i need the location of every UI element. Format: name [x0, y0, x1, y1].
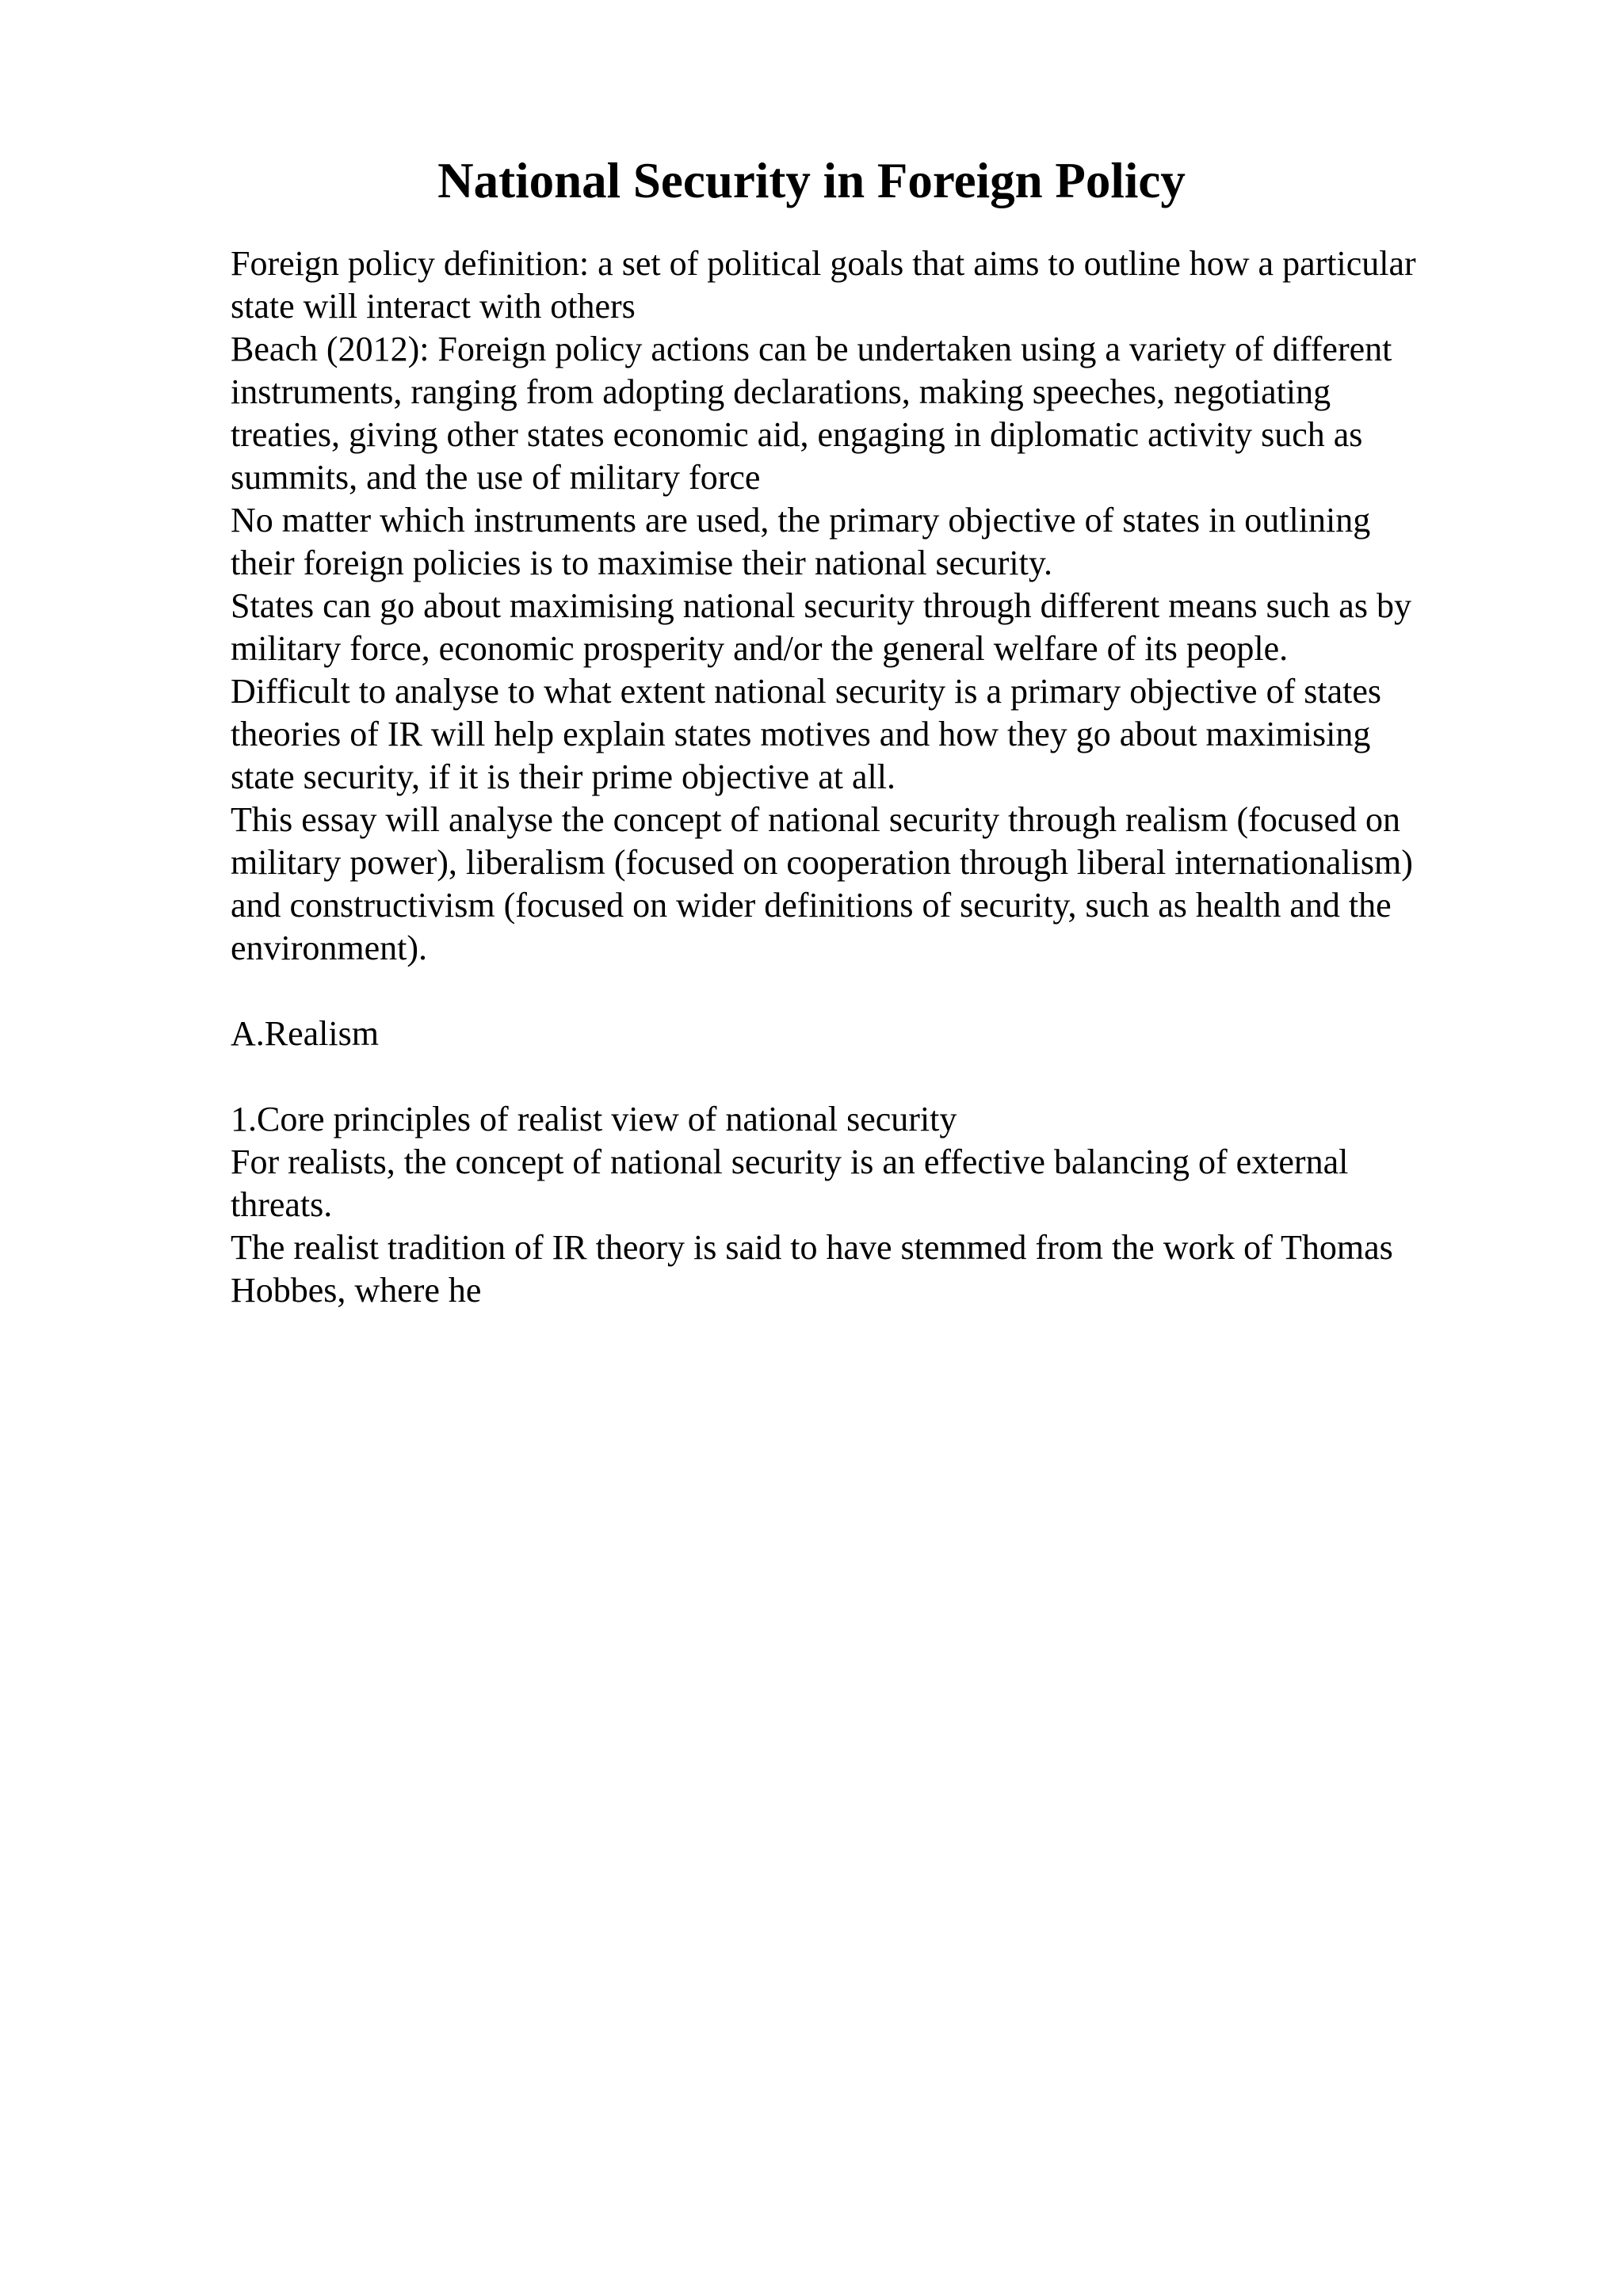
- text-line: Hobbes, where he: [231, 1271, 482, 1310]
- subsection-heading: 1.Core principles of realist view of national security: [231, 1100, 957, 1138]
- text-line: theories of IR will help explain states motives and how they go about maximising: [231, 715, 1371, 753]
- document-title: National Security in Foreign Policy: [437, 153, 1186, 208]
- text-line: The realist tradition of IR theory is said to have stemmed from the work of Thomas: [231, 1228, 1393, 1267]
- text-line: summits, and the use of military force: [231, 458, 761, 497]
- text-line: This essay will analyse the concept of national security through realism (focused on: [231, 800, 1401, 839]
- text-line: Foreign policy definition: a set of political goals that aims to outline how a particular: [231, 244, 1416, 283]
- blank-line: [231, 1055, 1499, 1098]
- text-line: threats.: [231, 1185, 333, 1224]
- text-line: instruments, ranging from adopting declarations, making speeches, negotiating: [231, 372, 1331, 411]
- text-line: States can go about maximising national security through different means such as by: [231, 586, 1411, 625]
- text-line: military power), liberalism (focused on cooperation through liberal internationalism): [231, 843, 1413, 882]
- text-line: No matter which instruments are used, the primary objective of states in outlining: [231, 501, 1371, 540]
- text-line: state security, if it is their prime objective at all.: [231, 757, 896, 796]
- text-line: Difficult to analyse to what extent national security is a primary objective of states: [231, 672, 1381, 711]
- text-line: treaties, giving other states economic aid, engaging in diplomatic activity such as: [231, 415, 1363, 454]
- text-line: military force, economic prosperity and/or the general welfare of its people.: [231, 629, 1289, 668]
- section-heading: A.Realism: [231, 1014, 379, 1053]
- text-line: For realists, the concept of national security is an effective balancing of external: [231, 1142, 1349, 1181]
- blank-line: [231, 970, 1499, 1013]
- text-line: state will interact with others: [231, 287, 636, 326]
- text-line: Beach (2012): Foreign policy actions can be undertaken using a variety of different: [231, 330, 1392, 368]
- text-line: and constructivism (focused on wider definitions of security, such as health and the: [231, 886, 1392, 925]
- document-body: [231, 242, 1499, 1312]
- text-line: their foreign policies is to maximise their national security.: [231, 543, 1052, 582]
- text-line: environment).: [231, 929, 428, 967]
